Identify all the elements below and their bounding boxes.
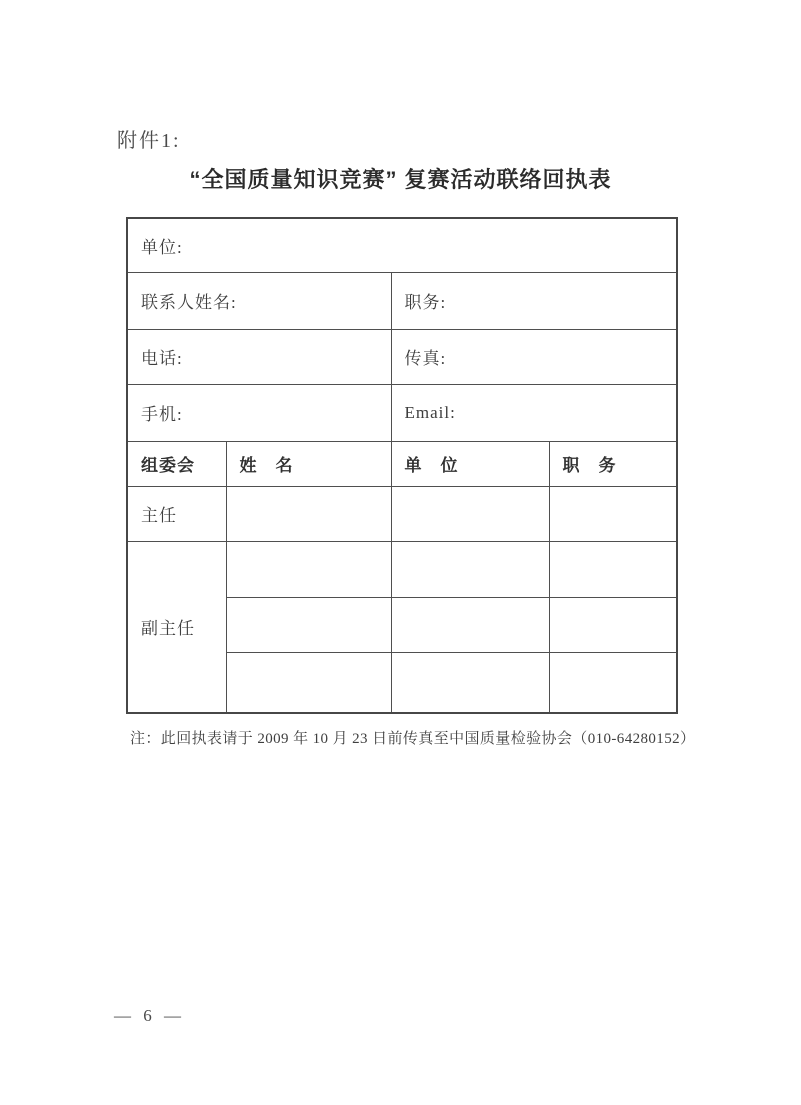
deputy-director-row-label: 副主任 [127,541,226,713]
deputy-director-row [127,541,677,597]
contact-position-row [127,272,677,329]
empty-cell [549,541,677,597]
empty-cell [391,486,549,541]
position-field-cell [391,272,677,329]
mobile-label: 手机: [141,405,183,424]
fax-label: 传真: [404,349,447,368]
director-row [127,486,677,541]
footnote: 注：此回执表请于 2009 年 10 月 23 日前传真至中国质量检验协会（010-64280152） [130,731,696,747]
empty-cell [391,541,549,597]
fax-field-cell [391,329,677,384]
empty-cell [226,486,391,541]
mobile-field-cell [127,384,391,441]
unit-field-cell [127,218,677,272]
phone-label: 电话: [141,349,183,368]
phone-field-cell [127,329,391,384]
empty-cell [226,652,391,713]
mobile-email-row [127,384,677,441]
director-row-label: 主任 [127,486,226,541]
empty-cell [391,597,549,652]
email-label: Email: [404,402,456,422]
document-title: “全国质量知识竞赛” 复赛活动联络回执表 [189,167,612,192]
attachment-label: 附件1: [117,130,181,152]
page-number: — 6 — [114,1006,185,1025]
empty-cell [549,597,677,652]
empty-cell [391,652,549,713]
position-label: 职务: [404,293,447,312]
unit-column-header: 单 位 [391,441,549,486]
empty-cell [549,652,677,713]
contact-name-label: 联系人姓名: [141,293,237,312]
unit-row [127,218,677,272]
unit-label: 单位: [141,237,183,257]
reply-form-table [126,217,678,714]
name-column-header: 姓 名 [226,441,391,486]
email-field-cell [391,384,677,441]
empty-cell [549,486,677,541]
position-column-header: 职 务 [549,441,677,486]
contact-name-field-cell [127,272,391,329]
empty-cell [226,597,391,652]
committee-column-header: 组委会 [127,441,226,486]
phone-fax-row [127,329,677,384]
committee-header-row [127,441,677,486]
empty-cell [226,541,391,597]
